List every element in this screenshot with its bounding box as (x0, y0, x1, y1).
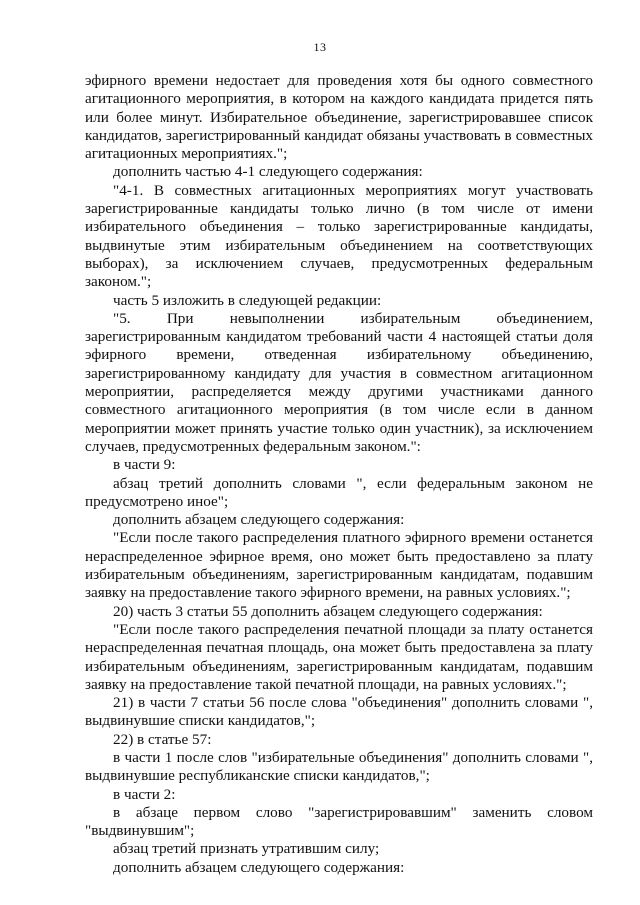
paragraph: "Если после такого распределения платного эфирного времени останется нераспределенное эфирное время, оно может быть предоставлено за плату избирательным объединениям, зарегистрированным кандидатам, подавшим заявку на предоставление такого эфирного времени, на равных условиях."; (85, 529, 593, 602)
paragraph: "4-1. В совместных агитационных мероприятиях могут участвовать зарегистрированные кандидаты только лично (в том числе от имени избирательного объединения – только зарегистрированные кандидаты, выдвинутые этим избирательным объединением на соответствующих выборах), за исключением случаев, предусмотренных федеральным законом."; (85, 181, 593, 291)
paragraph: часть 5 изложить в следующей редакции: (113, 291, 382, 309)
paragraph: в части 2: (113, 785, 176, 803)
paragraph: дополнить абзацем следующего содержания: (113, 858, 405, 876)
paragraph: 21) в части 7 статьи 56 после слова "объединения" дополнить словами ", выдвинувшие списки кандидатов,"; (85, 694, 593, 730)
paragraph: дополнить частью 4-1 следующего содержания: (113, 163, 423, 181)
paragraph: в части 1 после слов "избирательные объединения" дополнить словами ", выдвинувшие республиканские списки кандидатов,"; (85, 748, 593, 785)
paragraph: в абзаце первом слово "зарегистрировавшим" заменить словом "выдвинувшим"; (85, 803, 593, 840)
paragraph: "5. При невыполнении избирательным объединением, зарегистрированным кандидатом требований части 4 настоящей статьи доля эфирного времени, отведенная избирательному объединению, зарегистрированному кандидату для участия в совместном агитационном мероприятии, распределяется между другими участниками данного совместного агитационного мероприятия (в том числе если в данном мероприятии может принять участие только один участник), за исключением случаев, предусмотренных федеральным законом.": (85, 309, 593, 455)
paragraph: 20) часть 3 статьи 55 дополнить абзацем следующего содержания: (113, 602, 543, 620)
paragraph: абзац третий признать утратившим силу; (113, 840, 380, 858)
paragraph: эфирного времени недостает для проведения хотя бы одного совместного агитационного мероприятия, в котором на каждого кандидата придется пять или более минут. Избирательное объединение, зарегистрировавшее список кандидатов, зарегистрированный кандидат обязаны участвовать в совместных агитационных мероприятиях."; (85, 72, 593, 163)
paragraph: 22) в статье 57: (113, 730, 212, 748)
paragraph: абзац третий дополнить словами ", если федеральным законом не предусмотрено иное"; (85, 474, 593, 510)
document-body (85, 72, 593, 877)
paragraph: дополнить абзацем следующего содержания: (113, 511, 405, 529)
paragraph: "Если после такого распределения печатной площади за плату останется нераспределенная печатная площадь, она может быть предоставлена за плату избирательным объединениям, зарегистрированным кандидатам, подавшим заявку на предоставление такой печатной площади, на равных условиях."; (85, 620, 593, 693)
page-number: 13 (313, 40, 327, 54)
paragraph: в части 9: (113, 456, 176, 474)
